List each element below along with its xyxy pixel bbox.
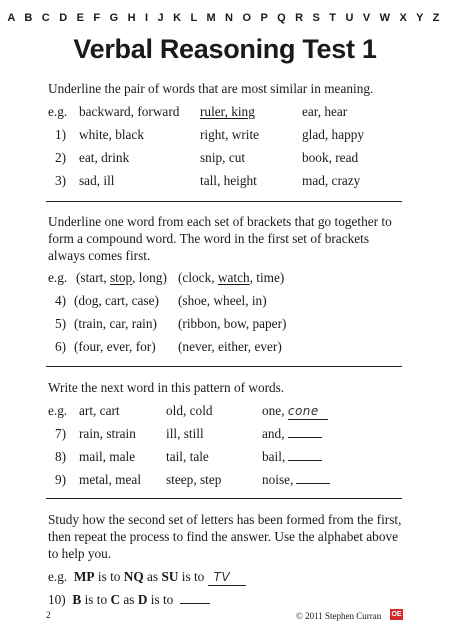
s1-row2-c[interactable]: book, read bbox=[302, 150, 359, 165]
s4-example: e.g. MP is to NQ as SU is to TV bbox=[48, 569, 246, 586]
section1-instruction: Underline the pair of words that are most similar in meaning. bbox=[48, 81, 374, 96]
s2-example-num: e.g. bbox=[48, 270, 68, 285]
s2-row4-a[interactable]: (dog, cart, case) bbox=[74, 293, 159, 308]
s2-example-b: (clock, watch, time) bbox=[178, 270, 285, 285]
s3-row9-num: 9) bbox=[55, 472, 67, 487]
s3-row7-c: and, bbox=[262, 426, 322, 442]
s1-example-num: e.g. bbox=[48, 104, 68, 119]
s4-row10: 10) B is to C as D is to bbox=[48, 592, 210, 608]
s2-example-b-underlined: watch bbox=[217, 270, 250, 285]
page-title: Verbal Reasoning Test 1 bbox=[73, 34, 377, 64]
section-divider bbox=[46, 366, 402, 367]
s2-row4-b[interactable]: (shoe, wheel, in) bbox=[178, 293, 267, 308]
s3-row8-answer-blank[interactable] bbox=[288, 450, 322, 461]
s1-row1-num: 1) bbox=[55, 127, 67, 142]
s3-row7-answer-blank[interactable] bbox=[288, 427, 322, 438]
s2-row5-a[interactable]: (train, car, rain) bbox=[74, 316, 157, 331]
s3-row9-answer-blank[interactable] bbox=[296, 473, 330, 484]
s3-row7-b: ill, still bbox=[166, 426, 204, 441]
s3-example-num: e.g. bbox=[48, 403, 68, 418]
s3-row8-a: mail, male bbox=[79, 449, 136, 464]
s3-row8-b: tail, tale bbox=[166, 449, 209, 464]
section-divider bbox=[46, 201, 402, 202]
s2-row6-b[interactable]: (never, either, ever) bbox=[178, 339, 282, 354]
s3-row9-c: noise, bbox=[262, 472, 330, 488]
s2-row6-a[interactable]: (four, ever, for) bbox=[74, 339, 156, 354]
section2-instruction: Underline one word from each set of brackets that go together to form a compound word. The word in the first set of brackets always comes first. bbox=[48, 214, 392, 263]
s3-example-b: old, cold bbox=[166, 403, 213, 418]
s2-example-a-underlined: stop bbox=[109, 270, 133, 285]
s3-example-c: one, cone bbox=[262, 403, 328, 420]
s3-row9-a: metal, meal bbox=[79, 472, 142, 487]
s1-row3-c[interactable]: mad, crazy bbox=[302, 173, 361, 188]
s1-row3-a[interactable]: sad, ill bbox=[79, 173, 115, 188]
s1-example-b-underlined: ruler, king bbox=[200, 104, 255, 119]
s3-row7-num: 7) bbox=[55, 426, 67, 441]
page-number: 2 bbox=[46, 611, 51, 621]
s1-example-a: backward, forward bbox=[79, 104, 180, 119]
section3-instruction: Write the next word in this pattern of words. bbox=[48, 380, 285, 395]
s2-row6-num: 6) bbox=[55, 339, 67, 354]
s2-example-a: (start, stop, long) bbox=[76, 270, 167, 285]
section4-instruction: Study how the second set of letters has been formed from the first, then repeat the process to find the answer. Use the alphabet above to help you. bbox=[48, 512, 402, 561]
alphabet-strip: A B C D E F G H I J K L M N O P Q R S T U V W X Y Z bbox=[7, 12, 443, 24]
s3-row8-c: bail, bbox=[262, 449, 322, 465]
s1-example-c: ear, hear bbox=[302, 104, 348, 119]
section-divider bbox=[46, 498, 402, 499]
s1-row3-b[interactable]: tall, height bbox=[200, 173, 257, 188]
s1-row3-num: 3) bbox=[55, 173, 67, 188]
publisher-logo: OE bbox=[391, 611, 402, 618]
copyright: © 2011 Stephen Curran bbox=[296, 611, 382, 621]
s3-example-a: art, cart bbox=[79, 403, 120, 418]
s2-row4-num: 4) bbox=[55, 293, 67, 308]
s2-row5-num: 5) bbox=[55, 316, 67, 331]
s4-example-answer: TV bbox=[213, 570, 231, 584]
s3-row9-b: steep, step bbox=[166, 472, 222, 487]
s2-row5-b[interactable]: (ribbon, bow, paper) bbox=[178, 316, 287, 331]
s3-row7-a: rain, strain bbox=[79, 426, 136, 441]
s1-row1-b[interactable]: right, write bbox=[200, 127, 260, 142]
s3-example-answer: cone bbox=[287, 404, 319, 418]
s1-row2-b[interactable]: snip, cut bbox=[200, 150, 246, 165]
s4-example-answer-line bbox=[208, 569, 246, 586]
s1-row1-a[interactable]: white, black bbox=[79, 127, 144, 142]
s1-row2-a[interactable]: eat, drink bbox=[79, 150, 130, 165]
s1-row1-c[interactable]: glad, happy bbox=[302, 127, 365, 142]
s1-row2-num: 2) bbox=[55, 150, 67, 165]
s3-example-answer-line bbox=[288, 403, 328, 420]
s3-row8-num: 8) bbox=[55, 449, 67, 464]
s4-row10-answer-blank[interactable] bbox=[180, 593, 210, 604]
